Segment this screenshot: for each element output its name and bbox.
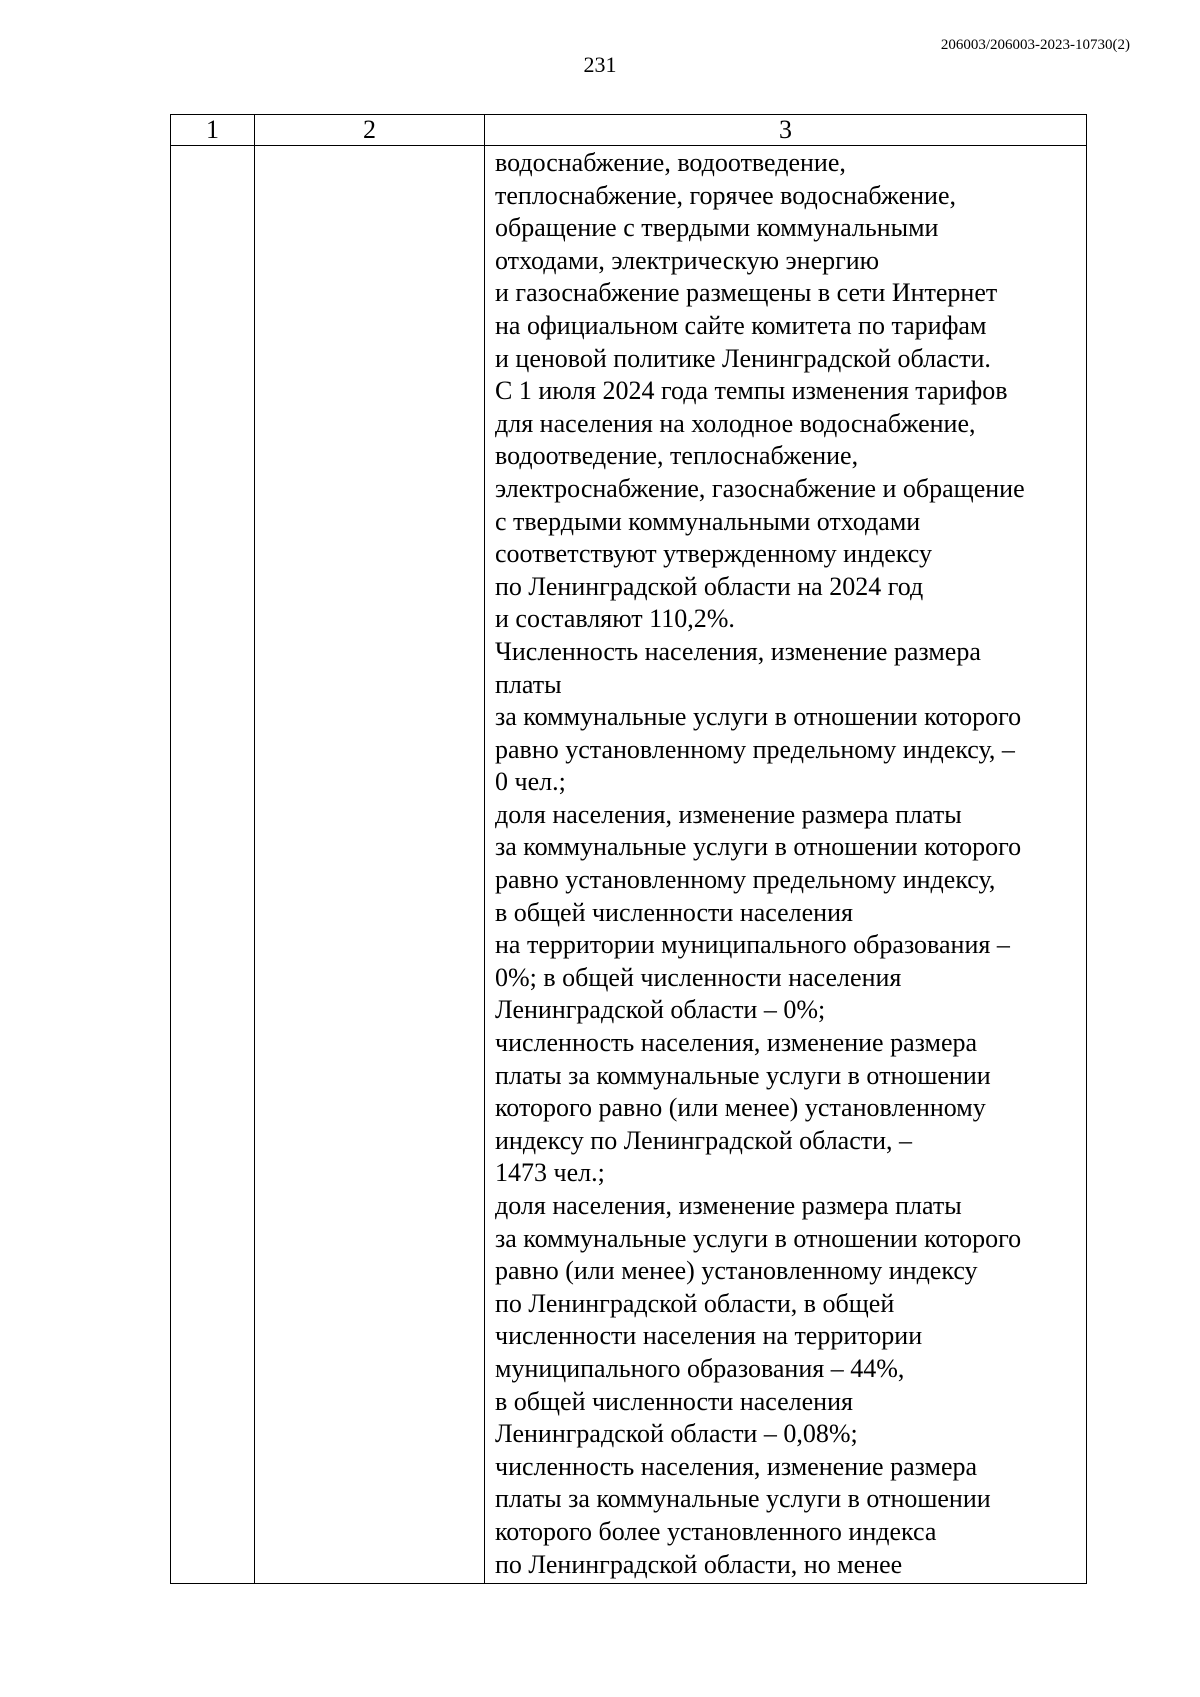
text-line: и ценовой политике Ленинградской области. [495, 343, 991, 373]
text-line: и газоснабжение размещены в сети Интернет [495, 278, 998, 308]
text-line: платы [495, 669, 562, 699]
text-line: за коммунальные услуги в отношении которого [495, 832, 1022, 862]
text-line: равно установленному предельному индексу, [495, 865, 996, 895]
page-number: 231 [583, 52, 617, 77]
text-line: доля населения, изменение размера платы [495, 799, 962, 829]
text-line: в общей численности населения [495, 897, 853, 927]
text-line: отходами, электрическую энергию [495, 245, 880, 275]
text-line: соответствуют утвержденному индексу [495, 539, 932, 569]
table-row [171, 146, 1087, 1584]
text-line: за коммунальные услуги в отношении которого [495, 702, 1022, 732]
text-line: 0%; в общей численности населения [495, 962, 902, 992]
column-header-3: 3 [485, 115, 1087, 146]
text-line: для населения на холодное водоснабжение, [495, 408, 976, 438]
document-id: 206003/206003-2023-10730(2) [940, 37, 1130, 53]
cell-column-1 [171, 146, 255, 1584]
text-line: равно (или менее) установленному индексу [495, 1256, 978, 1286]
table-header-row [171, 115, 1087, 146]
text-line: численности населения на территории [495, 1321, 923, 1351]
text-line: теплоснабжение, горячее водоснабжение, [495, 180, 957, 210]
text-line: Численность населения, изменение размера [495, 636, 981, 666]
text-line: по Ленинградской области, но менее [495, 1549, 903, 1579]
text-line: на территории муниципального образования – [495, 930, 1010, 960]
cell-column-3 [485, 146, 1087, 1584]
text-line: Ленинградской области – 0,08%; [495, 1419, 858, 1449]
text-line: за коммунальные услуги в отношении которого [495, 1223, 1022, 1253]
cell-column-2 [255, 146, 485, 1584]
text-line: платы за коммунальные услуги в отношении [495, 1060, 991, 1090]
text-line: С 1 июля 2024 года темпы изменения тарифов [495, 376, 1008, 406]
text-line: которого более установленного индекса [495, 1516, 937, 1546]
text-line: равно установленному предельному индексу, – [495, 734, 1015, 764]
text-line: водоснабжение, водоотведение, [495, 148, 846, 177]
text-line: водоотведение, теплоснабжение, [495, 441, 859, 471]
text-line: с твердыми коммунальными отходами [495, 506, 921, 536]
text-line: муниципального образования – 44%, [495, 1353, 905, 1383]
column-header-2: 2 [255, 115, 485, 146]
text-line: на официальном сайте комитета по тарифам [495, 310, 987, 340]
text-line: 1473 чел.; [495, 1158, 605, 1188]
text-line: электроснабжение, газоснабжение и обращение [495, 473, 1025, 503]
text-line: и составляют 110,2%. [495, 604, 735, 634]
text-line: 0 чел.; [495, 767, 566, 797]
text-line: численность населения, изменение размера [495, 1451, 978, 1481]
text-line: платы за коммунальные услуги в отношении [495, 1484, 991, 1514]
text-line: индексу по Ленинградской области, – [495, 1125, 913, 1155]
column-header-1: 1 [171, 115, 255, 146]
document-table [170, 114, 1087, 1584]
text-line: доля населения, изменение размера платы [495, 1191, 962, 1220]
text-line: по Ленинградской области на 2024 год [495, 571, 924, 601]
text-line: в общей численности населения [495, 1386, 853, 1416]
text-line: которого равно (или менее) установленному [495, 1093, 986, 1123]
text-line: Ленинградской области – 0%; [495, 995, 826, 1025]
text-line: численность населения, изменение размера [495, 1028, 978, 1058]
text-line: обращение с твердыми коммунальными [495, 213, 939, 243]
text-line: по Ленинградской области, в общей [495, 1288, 895, 1318]
